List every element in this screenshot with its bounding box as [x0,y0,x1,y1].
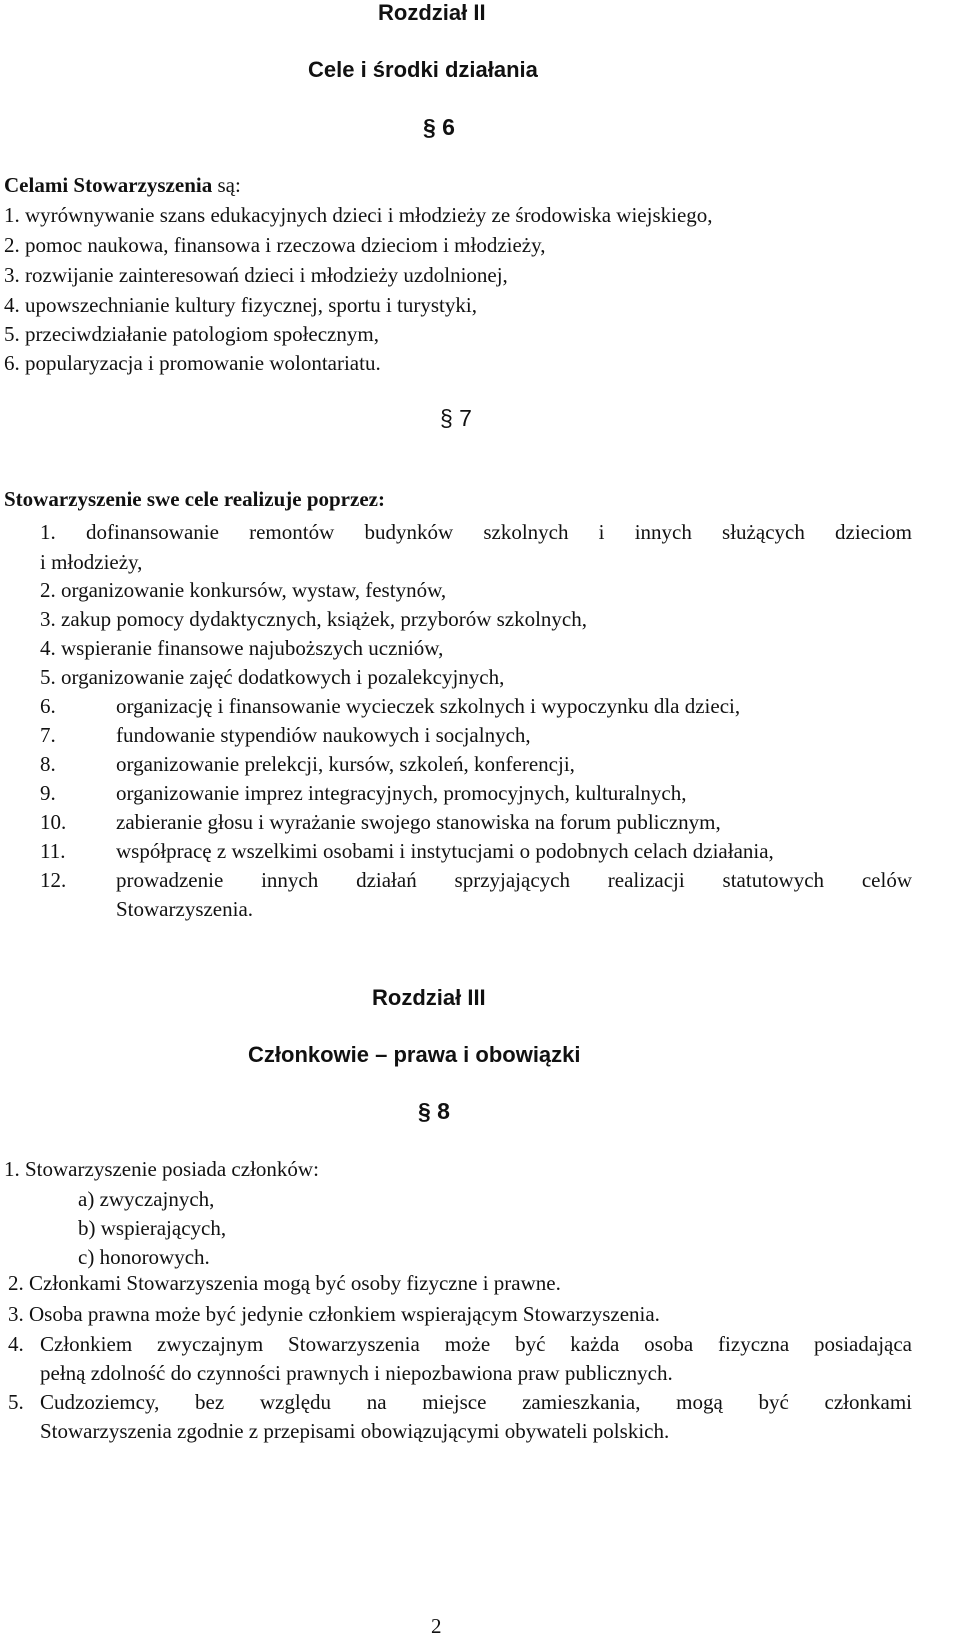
means-heading: Stowarzyszenie swe cele realizuje poprzez: [4,487,385,511]
means-item-number: 9. [40,781,56,805]
page-number: 2 [431,1614,442,1638]
means-item-number: 11. [40,839,66,863]
paragraph-6-heading: § 6 [423,114,455,140]
paragraph-7-heading: § 7 [440,405,472,431]
means-item-number: 10. [40,810,67,834]
means-item: 2. organizowanie konkursów, wystaw, festynów, [40,578,447,602]
member-type: c) honorowych. [78,1245,210,1269]
means-item [40,520,912,545]
members-point-4-number: 4. [8,1332,24,1356]
paragraph-8-heading: § 8 [418,1098,450,1124]
means-item: 3. zakup pomocy dydaktycznych, książek, przyborów szkolnych, [40,607,588,631]
members-point-5-line: Cudzoziemcy, bez względu na miejsce zamieszkania, mogą być członkami [40,1390,912,1414]
chapter-2-title: Rozdział II [378,0,486,25]
goal-item: 1. wyrównywanie szans edukacyjnych dzieci i młodzieży ze środowiska wiejskiego, [4,203,713,227]
means-item-text: organizowanie prelekcji, kursów, szkoleń, konferencji, [116,752,575,776]
members-point-4-line: pełną zdolność do czynności prawnych i niepozbawiona praw publicznych. [40,1361,673,1385]
means-item-text: organizowanie imprez integracyjnych, promocyjnych, kulturalnych, [116,781,687,805]
goal-item: 6. popularyzacja i promowanie wolontariatu. [4,351,381,375]
member-type: b) wspierających, [78,1216,227,1240]
means-item-continuation: Stowarzyszenia. [116,897,254,921]
chapter-3-subtitle: Członkowie – prawa i obowiązki [248,1042,581,1067]
means-item-number: 7. [40,723,56,747]
goal-item: 3. rozwijanie zainteresowań dzieci i młodzieży uzdolnionej, [4,263,508,287]
members-point-3: 3. Osoba prawna może być jedynie członkiem wspierającym Stowarzyszenia. [8,1302,660,1326]
means-item: 4. wspieranie finansowe najuboższych uczniów, [40,636,444,660]
means-item: 5. organizowanie zajęć dodatkowych i pozalekcyjnych, [40,665,505,689]
goals-intro [4,173,241,198]
means-item-text: zabieranie głosu i wyrażanie swojego stanowiska na forum publicznym, [116,810,721,834]
goal-item: 4. upowszechnianie kultury fizycznej, sportu i turystyki, [4,293,477,317]
goal-item: 5. przeciwdziałanie patologiom społecznym, [4,322,379,346]
means-item-text: organizację i finansowanie wycieczek szkolnych i wypoczynku dla dzieci, [116,694,741,718]
goals-intro-bold: Celami Stowarzyszenia [4,173,213,197]
means-item-text: 1. dofinansowanie remontów budynków szkolnych i innych służących dzieciom [40,520,913,544]
means-item-text: współpracę z wszelkimi osobami i instytucjami o podobnych celach działania, [116,839,774,863]
member-type: a) zwyczajnych, [78,1187,215,1211]
means-item-text: fundowanie stypendiów naukowych i socjalnych, [116,723,531,747]
members-point-2: 2. Członkami Stowarzyszenia mogą być osoby fizyczne i prawne. [8,1271,561,1295]
means-item-continuation: i młodzieży, [40,550,143,574]
members-point-4-line: Członkiem zwyczajnym Stowarzyszenia może być każda osoba fizyczna posiadająca [40,1332,912,1356]
members-point-5-line: Stowarzyszenia zgodnie z przepisami obowiązującymi obywateli polskich. [40,1419,670,1443]
means-item-text: prowadzenie innych działań sprzyjających realizacji statutowych celów [116,868,912,892]
members-point-1: 1. Stowarzyszenie posiada członków: [4,1157,319,1181]
goal-item: 2. pomoc naukowa, finansowa i rzeczowa dzieciom i młodzieży, [4,233,546,257]
chapter-2-subtitle: Cele i środki działania [308,57,538,82]
means-item-number: 6. [40,694,56,718]
goals-intro-rest: są: [212,173,241,197]
members-point-5-number: 5. [8,1390,24,1414]
means-item-number: 8. [40,752,56,776]
means-item-number: 12. [40,868,67,892]
chapter-3-title: Rozdział III [372,985,486,1010]
